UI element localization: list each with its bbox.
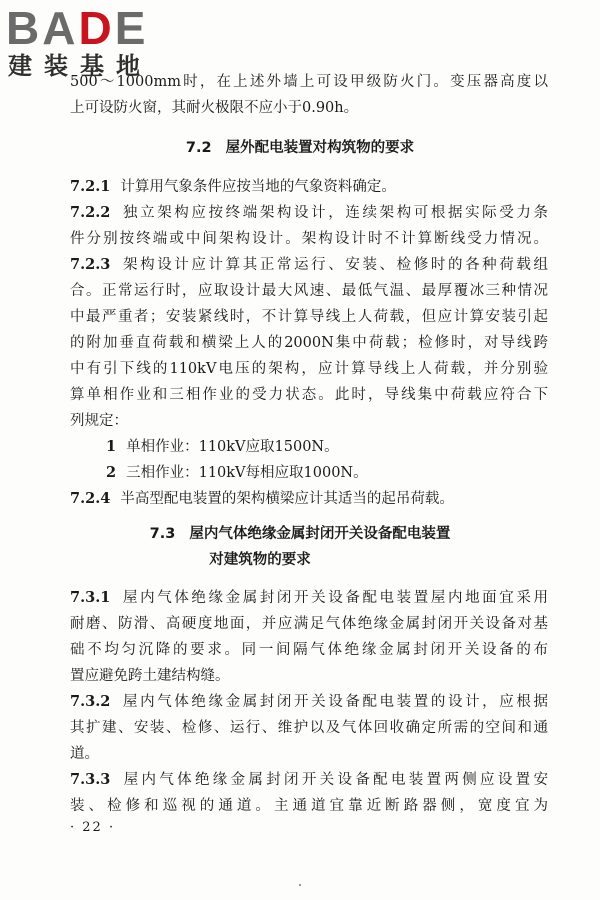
clause-number: 7.3.2 <box>70 693 111 710</box>
clause-7-3-3-line: 装、检修和巡视的通道。主通道宜靠近断路器侧，宽度宜为 <box>70 798 548 814</box>
clause-7-3-1-line: 置应避免跨土建结构缝。 <box>70 668 230 684</box>
clause-7-2-2 <box>70 203 548 223</box>
clause-7-3-2-line: 道。 <box>70 746 99 762</box>
clause-7-2-3-line: 中最严重者；安装紧线时，不计算导线上人荷载，但应计算安装引起 <box>70 309 548 325</box>
clause-number: 7.3.3 <box>70 771 111 788</box>
list-item-text: 三相作业：110kV每相应取1000N。 <box>126 465 368 481</box>
list-item-number: 1 <box>106 438 117 455</box>
logo-subtitle: 建装基地 <box>8 52 152 80</box>
section-heading-7-2 <box>0 138 600 158</box>
clause-7-2-2-line: 件分别按终端或中间架构设计。架构设计时不计算断线受力情况。 <box>70 231 548 247</box>
carry-over-line-1: 500～1000mm时，在上述外墙上可设甲级防火门。变压器高度以 <box>70 74 548 90</box>
clause-7-2-3-line: 算单相作业和三相作业的受力状态。此时，导线集中荷载应符合下 <box>70 387 548 403</box>
section-heading-7-3-line-2: 对建筑物的要求 <box>209 552 311 568</box>
clause-7-3-2 <box>70 692 548 712</box>
page-number: · 22 · <box>70 820 116 835</box>
clause-7-2-3-line: 合。正常运行时，应取设计最大风速、最低气温、最厚覆冰三种情况 <box>70 283 548 299</box>
list-item-2 <box>106 463 584 483</box>
clause-text: 屋内气体绝缘金属封闭开关设备配电装置屋内地面宜采用 <box>120 590 548 606</box>
clause-7-2-3-line: 的附加垂直荷载和横梁上人的2000N集中荷载；检修时，对导线跨 <box>70 335 548 351</box>
clause-7-3-3 <box>70 770 548 790</box>
clause-number: 7.2.2 <box>70 204 111 221</box>
clause-number: 7.2.3 <box>70 256 111 273</box>
carry-over-line-2: 上可设防火窗，其耐火极限不应小于0.90h。 <box>70 100 359 116</box>
clause-text: 半高型配电装置的架构横梁应计其适当的起吊荷载。 <box>120 491 454 507</box>
section-title: 屋内气体绝缘金属封闭开关设备配电装置 <box>189 526 451 542</box>
clause-text: 屋内气体绝缘金属封闭开关设备配电装置两侧应设置安 <box>120 772 548 788</box>
clause-7-2-3-line: 列规定： <box>70 413 128 429</box>
section-title: 屋外配电装置对构筑物的要求 <box>225 140 415 156</box>
clause-7-3-1-line: 耐磨、防滑、高硬度地面，并应满足气体绝缘金属封闭开关设备对基 <box>70 616 548 632</box>
section-number: 7.2 <box>185 140 212 156</box>
list-item-1 <box>106 437 584 457</box>
clause-7-2-4 <box>70 489 548 509</box>
scan-speck <box>299 884 301 886</box>
clause-7-3-1-line: 础不均匀沉降的要求。同一间隔气体绝缘金属封闭开关设备的布 <box>70 642 548 658</box>
clause-number: 7.2.4 <box>70 490 111 507</box>
clause-7-3-1 <box>70 588 548 608</box>
clause-7-3-2-line: 其扩建、安装、检修、运行、维护以及气体回收确定所需的空间和通 <box>70 720 548 736</box>
clause-7-2-1 <box>70 177 548 197</box>
bade-logo <box>6 4 176 88</box>
logo-wordmark: BADE <box>6 2 149 54</box>
list-item-number: 2 <box>106 464 117 481</box>
clause-7-2-3-line: 中有引下线的110kV电压的架构，应计算导线上人荷载，并分别验 <box>70 361 548 377</box>
clause-7-2-3 <box>70 255 548 275</box>
clause-text: 架构设计应计算其正常运行、安装、检修时的各种荷载组 <box>120 257 548 273</box>
clause-text: 独立架构应按终端架构设计，连续架构可根据实际受力条 <box>120 205 548 221</box>
clause-text: 屋内气体绝缘金属封闭开关设备配电装置的设计，应根据 <box>120 694 548 710</box>
clause-number: 7.2.1 <box>70 178 111 195</box>
section-number: 7.3 <box>149 526 176 542</box>
clause-number: 7.3.1 <box>70 589 111 606</box>
clause-text: 计算用气象条件应按当地的气象资料确定。 <box>120 179 396 195</box>
list-item-text: 单相作业：110kV应取1500N。 <box>126 439 339 455</box>
section-heading-7-3 <box>0 524 600 544</box>
